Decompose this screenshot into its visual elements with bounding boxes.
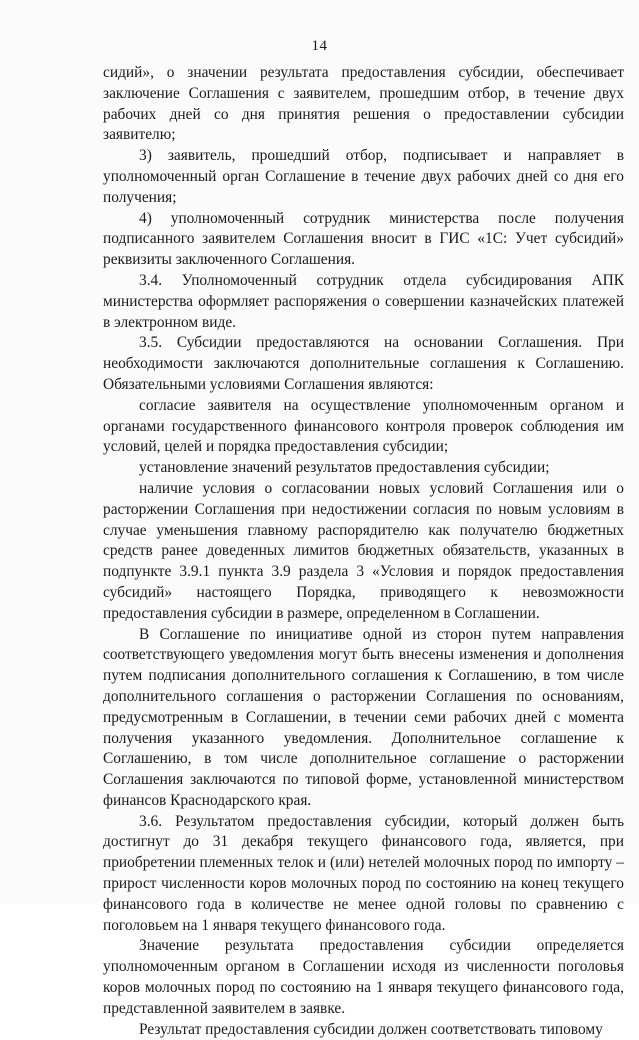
paragraph-continuation: сидий», о значении результата предоставления субсидии, обеспечивает заключение Соглашения с заявителем, прошедшим отбор, в течение двух рабочих дней со дня принятия решения о предоставлении субсидии заявителю; <box>103 64 624 144</box>
document-body <box>103 63 624 1040</box>
paragraph-result-standard: Результат предоставления субсидии должен соответствовать типовому <box>139 1020 603 1038</box>
paragraph-3-6: 3.6. Результатом предоставления субсидии, который должен быть достигнут до 31 декабря текущего финансового года, является, при приобретении племенных телок и (или) нетелей молочных пород по импорту – прирост численности коров молочных пород по состоянию на конец текущего финансового года в количестве не менее одной головы по сравнению с поголовьем на 1 января текущего финансового года. <box>103 812 624 934</box>
paragraph-result-value: Значение результата предоставления субсидии определяется уполномоченным органом в Соглашении исходя из численности поголовья коров молочных пород по состоянию на 1 января текущего финансового года, представленной заявителем в заявке. <box>103 937 624 1017</box>
paragraph-amendments: В Соглашение по инициативе одной из сторон путем направления соответствующего уведомления могут быть внесены изменения и дополнения путем подписания дополнительного соглашения к Соглашению, в том числе дополнительного соглашения о расторжении Соглашения по основаниям, предусмотренным в Соглашении, в течении семи рабочих дней с момента получения указанного уведомления. Дополнительное соглашение к Соглашению, в том числе дополнительное соглашение о расторжении Соглашения заключаются по типовой форме, установленной министерством финансов Краснодарского края. <box>103 625 624 809</box>
paragraph-item-3: 3) заявитель, прошедший отбор, подписывает и направляет в уполномоченный орган Соглашение в течение двух рабочих дней со дня его получения; <box>103 147 624 206</box>
page-number: 14 <box>311 38 328 54</box>
paragraph-condition-consent: согласие заявителя на осуществление уполномоченным органом и органами государственного финансового контроля проверок соблюдения им условий, целей и порядка предоставления субсидии; <box>103 396 624 456</box>
paragraph-condition-renegotiation: наличие условия о согласовании новых условий Соглашения или о расторжении Соглашения при недостижении согласия по новым условиям в случае уменьшения главному распорядителю как получателю бюджетных средств ранее доведенных лимитов бюджетных обязательств, указанных в подпункте 3.9.1 пункта 3.9 раздела 3 «Условия и порядок предоставления субсидий» настоящего Порядка, приводящего к невозможности предоставления субсидии в размере, определенном в Соглашении. <box>103 479 624 622</box>
paragraph-3-4: 3.4. Уполномоченный сотрудник отдела субсидирования АПК министерства оформляет распоряжения о совершении казначейских платежей в электронном виде. <box>103 271 624 331</box>
paragraph-item-4: 4) уполномоченный сотрудник министерства после получения подписанного заявителем Соглашения вносит в ГИС «1С: Учет субсидий» реквизиты заключенного Соглашения. <box>103 209 624 269</box>
paragraph-condition-results: установление значений результатов предоставления субсидии; <box>139 459 550 477</box>
paragraph-3-5: 3.5. Субсидии предоставляются на основании Соглашения. При необходимости заключаются дополнительные соглашения к Соглашению. Обязательными условиями Соглашения являются: <box>103 334 624 393</box>
